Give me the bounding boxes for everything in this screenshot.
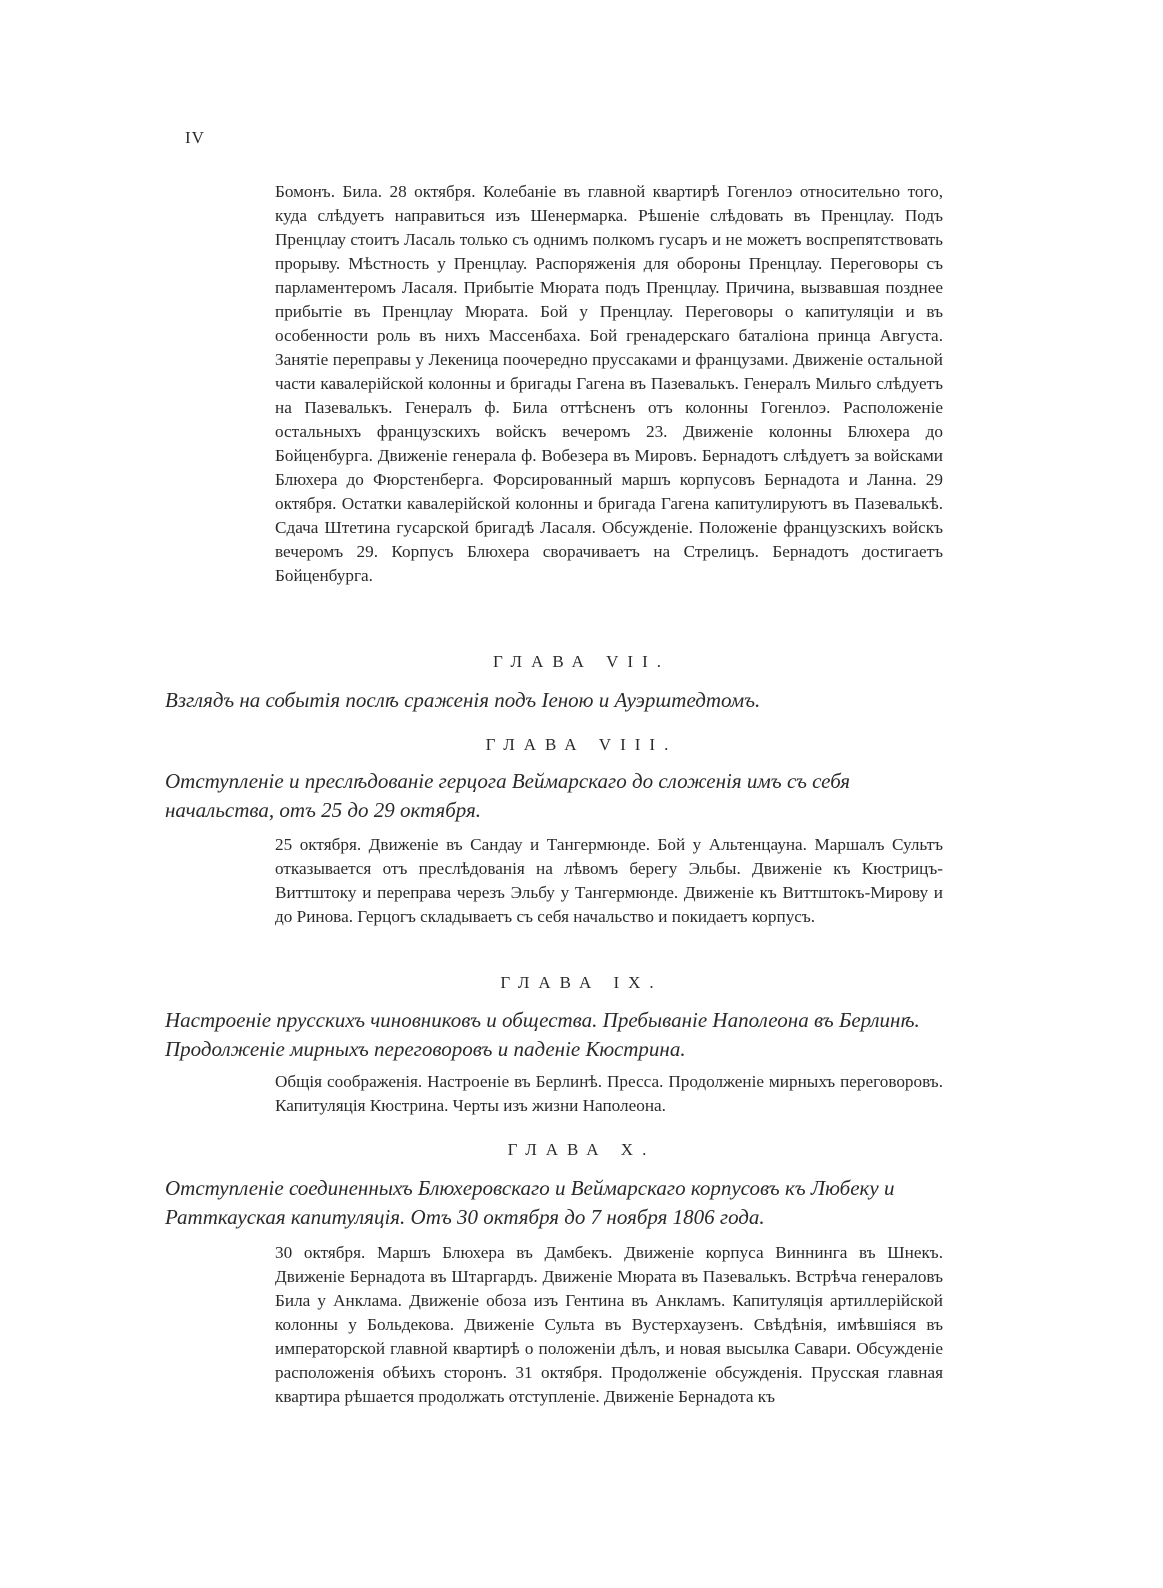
chapter-10-heading: ГЛАВА X.	[507, 1140, 656, 1159]
chapter-7-heading: ГЛАВА VII.	[492, 652, 670, 671]
chapter-10-summary: 30 октября. Маршъ Блюхера въ Дамбекъ. Движеніе корпуса Виннинга въ Шнекъ. Движеніе Бернадота въ Штаргардъ. Движеніе Мюрата въ Пазевалькъ. Встрѣча генераловъ Била у Анклама. Движеніе обоза изъ Гентина въ Анкламъ. Капитуляція артиллерійской колонны у Больдекова. Движеніе Сульта въ Вустерхаузенъ. Свѣдѣнія, имѣвшіяся въ императорской главной квартирѣ о положеніи дѣлъ, и новая высылка Савари. Обсужденіе расположенія обѣихъ сторонъ. 31 октября. Продолженіе обсужденія. Прусская главная квартира рѣшается продолжать отступленіе. Движеніе Бернадота къ	[275, 1243, 943, 1406]
chapter-9-title: Настроеніе прусскихъ чиновниковъ и общества. Пребываніе Наполеона въ Берлинѣ. Продолженіе мирныхъ переговоровъ и паденіе Кюстрина.	[165, 1008, 920, 1061]
chapter-8-heading: ГЛАВА VIII.	[485, 735, 678, 754]
chapter-10-title: Отступленіе соединенныхъ Блюхеровскаго и Веймарскаго корпусовъ къ Любеку и Ратткауская капитуляція. Отъ 30 октября до 7 ноября 1806 года.	[165, 1176, 895, 1229]
chapter-7-title: Взглядъ на событія послѣ сраженія подъ Іеною и Ауэрштедтомъ.	[165, 688, 761, 712]
chapter-9-heading: ГЛАВА IX.	[500, 973, 663, 992]
chapter-9-summary: Общія соображенія. Настроеніе въ Берлинѣ. Пресса. Продолженіе мирныхъ переговоровъ. Капитуляція Кюстрина. Черты изъ жизни Наполеона.	[275, 1072, 943, 1115]
page-number: IV	[185, 128, 205, 147]
intro-paragraph: Бомонъ. Била. 28 октября. Колебаніе въ главной квартирѣ Гогенлоэ относительно того, куда слѣдуетъ направиться изъ Шенермарка. Рѣшеніе слѣдовать въ Пренцлау. Подъ Пренцлау стоитъ Ласаль только съ однимъ полкомъ гусаръ и не можетъ воспрепятствовать прорыву. Мѣстность у Пренцлау. Распоряженія для обороны Пренцлау. Переговоры съ парламентеромъ Ласаля. Прибытіе Мюрата подъ Пренцлау. Причина, вызвавшая позднее прибытіе въ Пренцлау Мюрата. Бой у Пренцлау. Переговоры о капитуляціи и въ особенности роль въ нихъ Массенбаха. Бой гренадерскаго баталіона принца Августа. Занятіе переправы у Лекеница поочередно пруссаками и французами. Движеніе остальной части кавалерійской колонны и бригады Гагена въ Пазевалькъ. Генералъ Мильго слѣдуетъ на Пазевалькъ. Генералъ ф. Била оттѣсненъ отъ колонны Гогенлоэ. Расположеніе остальныхъ французскихъ войскъ вечеромъ 23. Движеніе колонны Блюхера до Бойценбурга. Движеніе генерала ф. Вобезера въ Мировъ. Бернадотъ слѣдуетъ за войсками Блюхера до Фюрстенберга. Форсированный маршъ корпусовъ Бернадота и Ланна. 29 октября. Остатки кавалерійской колонны и бригада Гагена капитулируютъ въ Пазевалькѣ. Сдача Штетина гусарской бригадѣ Ласаля. Обсужденіе. Положеніе французскихъ войскъ вечеромъ 29. Корпусъ Блюхера сворачиваетъ на Стрелицъ. Бернадотъ достигаетъ Бойценбурга.	[275, 182, 943, 585]
chapter-8-summary: 25 октября. Движеніе въ Сандау и Тангермюнде. Бой у Альтенцауна. Маршалъ Сультъ отказывается отъ преслѣдованія на лѣвомъ берегу Эльбы. Движеніе къ Кюстрицъ-Виттштоку и переправа черезъ Эльбу у Тангермюнде. Движеніе къ Виттштокъ-Мирову и до Ринова. Герцогъ складываетъ съ себя начальство и покидаетъ корпусъ.	[275, 835, 943, 926]
chapter-8-title: Отступленіе и преслѣдованіе герцога Веймарскаго до сложенія имъ съ себя начальства, отъ 25 до 29 октября.	[165, 769, 851, 822]
